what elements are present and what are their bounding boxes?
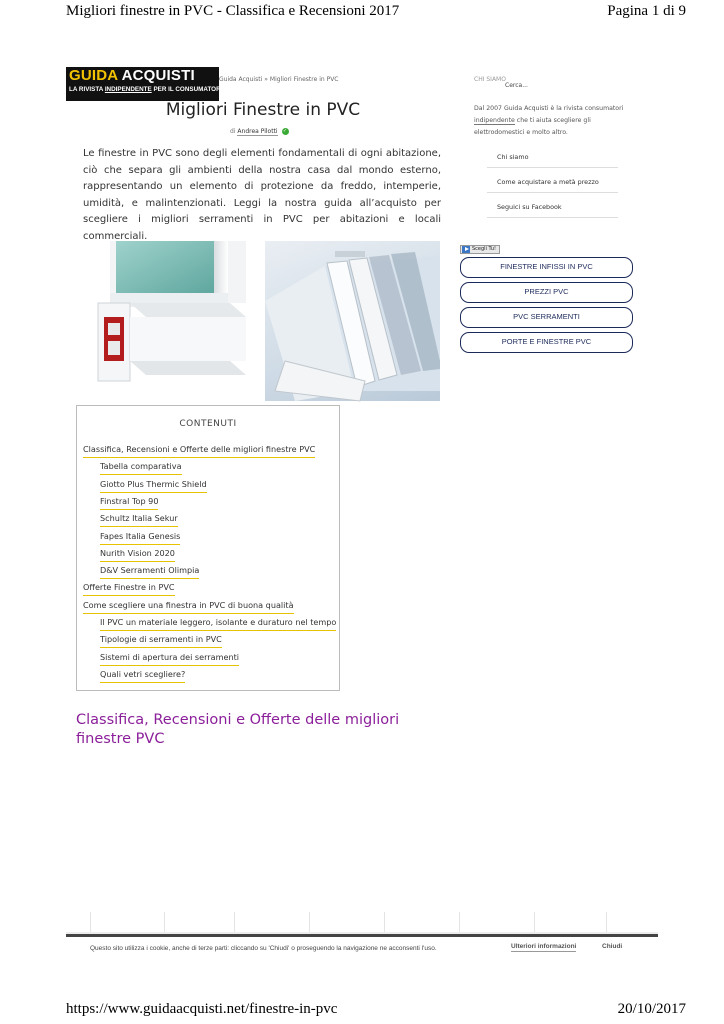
toc-item[interactable]: [100, 531, 180, 544]
toc-item[interactable]: [100, 548, 175, 561]
toc-item-label: Il PVC un materiale leggero, isolante e duraturo nel tempo: [100, 617, 336, 631]
toc-item-label: Finstral Top 90: [100, 496, 158, 510]
toc-item[interactable]: [100, 652, 239, 665]
table-of-contents: [76, 405, 340, 691]
toc-item[interactable]: [100, 669, 185, 682]
print-title: Migliori finestre in PVC - Classifica e Recensioni 2017: [66, 3, 400, 19]
page-title: Migliori Finestre in PVC: [165, 100, 361, 120]
ad-link-button[interactable]: PREZZI PVC: [460, 282, 633, 303]
ad-link-button[interactable]: FINESTRE INFISSI IN PVC: [460, 257, 633, 278]
sidebar-menu-item[interactable]: Seguici su Facebook: [487, 193, 618, 218]
sidebar-menu-item[interactable]: Chi siamo: [487, 143, 618, 168]
site-logo[interactable]: [66, 67, 265, 101]
scegli-tu-badge[interactable]: [460, 245, 500, 254]
pvc-window-section-illustration: [265, 241, 440, 401]
toc-item-label: Classifica, Recensioni e Offerte delle migliori finestre PVC: [83, 444, 315, 458]
logo-tagline-b: INDIPENDENTE: [104, 86, 152, 93]
cookie-more-info-link[interactable]: Ulteriori informazioni: [511, 943, 577, 950]
logo-tagline-a: LA RIVISTA: [69, 86, 105, 93]
cookie-text: Questo sito utilizza i cookie, anche di terze parti: cliccando su 'Chiudi' o proseguendo la navigazione ne acconsenti l'uso.: [90, 945, 437, 952]
pvc-window-frame-section-image: [265, 241, 440, 401]
sidebar-about-text: [474, 103, 624, 139]
section-heading: Classifica, Recensioni e Offerte delle migliori finestre PVC: [76, 712, 400, 747]
about-text-a: Dal 2007 Guida Acquisti è la rivista consumatori: [474, 105, 624, 112]
cookie-close-button[interactable]: Chiudi: [602, 943, 623, 950]
print-page-number: Pagina 1 di 9: [607, 3, 686, 19]
toc-item-label: Tabella comparativa: [100, 461, 182, 475]
toc-item[interactable]: [100, 496, 158, 509]
print-url: https://www.guidaacquisti.net/finestre-in-pvc: [66, 1001, 338, 1017]
logo-brand-a: GUIDA: [69, 67, 118, 84]
search-input[interactable]: Cerca...: [505, 82, 528, 89]
toc-title: CONTENUTI: [179, 419, 237, 429]
about-independent-link[interactable]: indipendente: [474, 117, 515, 124]
breadcrumb-current: Migliori Finestre in PVC: [269, 76, 339, 83]
toc-item[interactable]: [100, 565, 199, 578]
sidebar-label: CHI SIAMO: [474, 76, 506, 83]
logo-tagline: [66, 85, 265, 95]
intro-paragraph: Le finestre in PVC sono degli elementi fondamentali di ogni abitazione, ciò che separa gli ambienti della nostra casa dal mondo esterno, rappresentando un elemento di protezione da freddo, intemperie, umidità, e malintenzionati. Leggi la nostra guida all’acquisto per scegliere i migliori serramenti in PVC per abitazioni e locali commerciali.: [83, 148, 441, 242]
toc-item[interactable]: [100, 634, 222, 647]
verified-check-icon: ✓: [282, 128, 288, 134]
toc-item-label: Fapes Italia Genesis: [100, 531, 180, 545]
toc-item-label: Giotto Plus Thermic Shield: [100, 479, 207, 493]
toc-item-label: Come scegliere una finestra in PVC di buona qualità: [83, 600, 294, 614]
ad-link-button[interactable]: PORTE E FINESTRE PVC: [460, 332, 633, 353]
toc-item[interactable]: [100, 513, 178, 526]
toc-item[interactable]: [100, 479, 207, 492]
breadcrumb-separator: »: [264, 76, 268, 83]
toc-item-label: Sistemi di apertura dei serramenti: [100, 652, 239, 666]
toc-item-label: D&V Serramenti Olimpia: [100, 565, 199, 579]
toc-item-label: Schultz Italia Sekur: [100, 513, 178, 527]
toc-item-label: Quali vetri scegliere?: [100, 669, 185, 683]
ad-link-button[interactable]: PVC SERRAMENTI: [460, 307, 633, 328]
play-icon: [462, 246, 470, 253]
print-date: 20/10/2017: [617, 1001, 686, 1017]
byline-prefix: di: [230, 128, 236, 135]
toc-item[interactable]: [100, 461, 182, 474]
toc-item-label: Nurith Vision 2020: [100, 548, 175, 562]
logo-brand-b: ACQUISTI: [121, 67, 195, 84]
toc-item[interactable]: [83, 582, 175, 595]
pvc-window-corner-image: [90, 241, 246, 397]
logo-wordmark: [66, 67, 219, 85]
footer-dividers: [66, 912, 658, 934]
sidebar-menu-item[interactable]: Come acquistare a metà prezzo: [487, 168, 618, 193]
breadcrumb-home-link[interactable]: Guida Acquisti: [219, 76, 263, 83]
cookie-banner: [66, 934, 658, 956]
scegli-tu-label: Scegli Tu!: [472, 246, 497, 252]
pvc-window-corner-illustration: [90, 241, 246, 397]
logo-tagline-c: PER IL CONSUMATORE INFORMATO: [151, 86, 265, 93]
breadcrumb: [219, 76, 338, 83]
toc-item[interactable]: [100, 617, 336, 630]
about-text-c: che ti aiuta scegliere gli elettrodomestici e molto altro.: [474, 117, 591, 136]
toc-item[interactable]: [83, 444, 315, 457]
author-link[interactable]: Andrea Pilotti: [237, 128, 278, 135]
toc-item[interactable]: [83, 600, 294, 613]
toc-item-label: Offerte Finestre in PVC: [83, 582, 175, 596]
byline: [230, 128, 289, 135]
toc-item-label: Tipologie di serramenti in PVC: [100, 634, 222, 648]
